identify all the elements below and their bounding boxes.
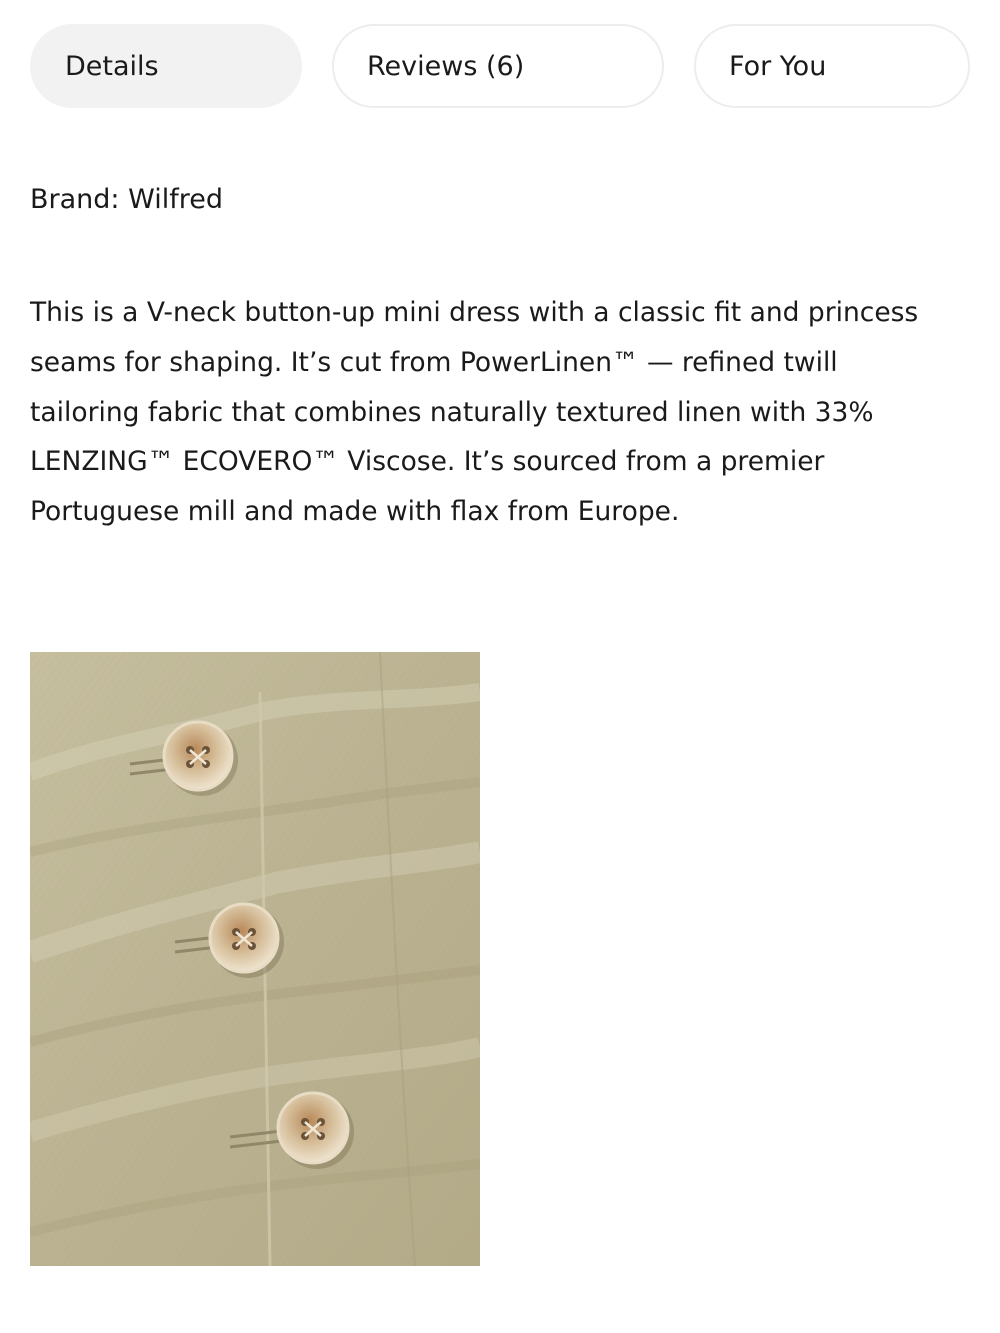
- fabric-closeup-illustration: [30, 652, 480, 1266]
- description-line: This is a V-neck button-up mini dress with a classic fit and princess: [30, 297, 919, 328]
- tab-details-label: Details: [65, 50, 159, 82]
- product-detail-image: [30, 652, 480, 1266]
- description-line: tailoring fabric that combines naturally textured linen with 33%: [30, 396, 874, 428]
- tab-reviews[interactable]: [332, 24, 664, 108]
- description-line: seams for shaping. It’s cut from PowerLinen™ — refined twill: [30, 346, 838, 378]
- tab-bar: [30, 24, 970, 110]
- tab-for-you[interactable]: [694, 24, 970, 108]
- brand-label: Brand: Wilfred: [30, 184, 223, 215]
- tab-for-you-label: For You: [729, 50, 827, 82]
- description-line: Portuguese mill and made with flax from Europe.: [30, 496, 680, 528]
- tab-reviews-label: Reviews (6): [367, 50, 525, 82]
- product-description: [30, 288, 980, 537]
- description-line: LENZING™ ECOVERO™ Viscose. It’s sourced from a premier: [30, 446, 825, 478]
- tab-details[interactable]: [30, 24, 302, 108]
